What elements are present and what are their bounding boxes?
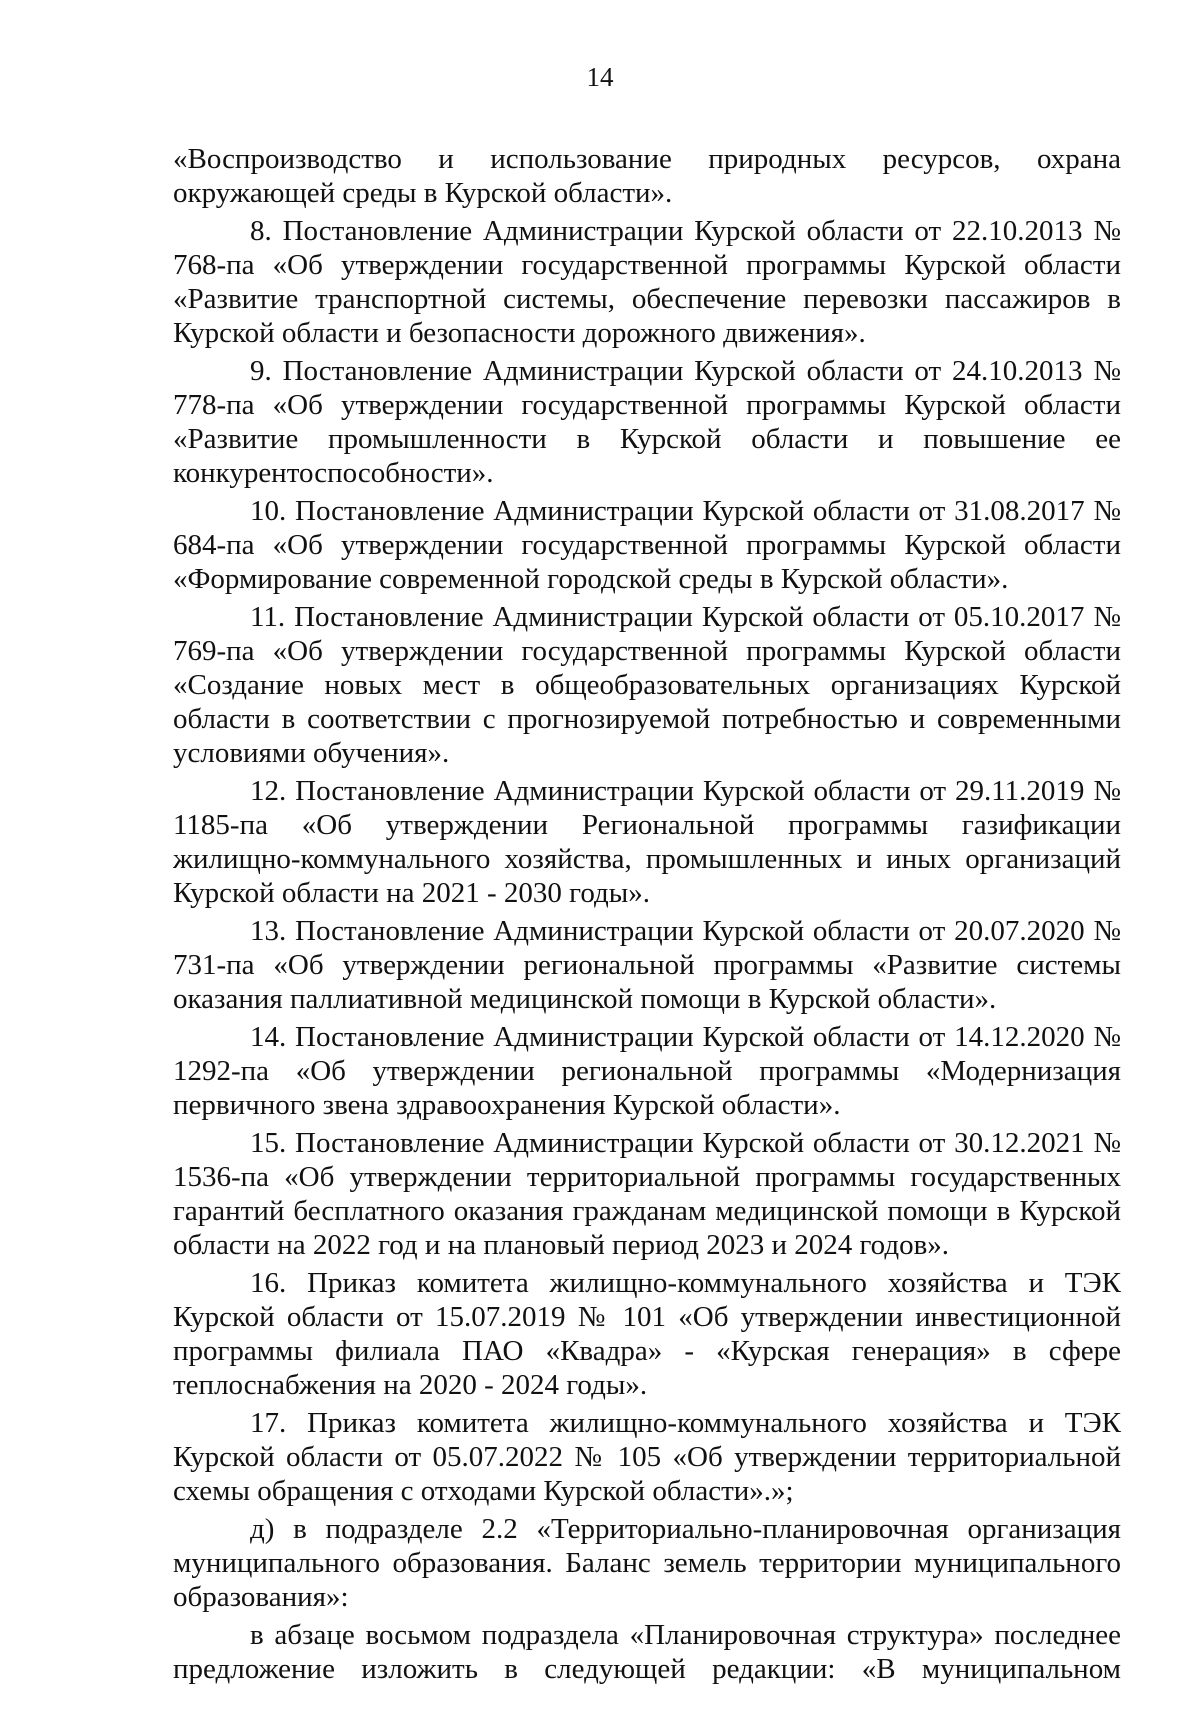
paragraph-item-8: 8. Постановление Администрации Курской области от 22.10.2013 № 768-па «Об утверждении государственной программы Курской области «Развитие транспортной системы, обеспечение перевозки пассажиров в Курской области и безопасности дорожного движения». (173, 215, 1121, 349)
paragraph-item-14: 14. Постановление Администрации Курской области от 14.12.2020 № 1292-па «Об утверждении региональной программы «Модернизация первичного звена здравоохранения Курской области». (173, 1021, 1121, 1121)
paragraph-item-12: 12. Постановление Администрации Курской области от 29.11.2019 № 1185-па «Об утверждении Региональной программы газификации жилищно-коммунального хозяйства, промышленных и иных организаций Курской области на 2021 - 2030 годы». (173, 775, 1121, 909)
paragraph-continuation: «Воспроизводство и использование природных ресурсов, охрана окружающей среды в Курской области». (173, 143, 1121, 209)
paragraph-item-9: 9. Постановление Администрации Курской области от 24.10.2013 № 778-па «Об утверждении государственной программы Курской области «Развитие промышленности в Курской области и повышение ее конкурентоспособности». (173, 355, 1121, 489)
paragraph-item-16: 16. Приказ комитета жилищно-коммунального хозяйства и ТЭК Курской области от 15.07.2019 № 101 «Об утверждении инвестиционной программы филиала ПАО «Квадра» - «Курская генерация» в сфере теплоснабжения на 2020 - 2024 годы». (173, 1267, 1121, 1401)
paragraph-item-11: 11. Постановление Администрации Курской области от 05.10.2017 № 769-па «Об утверждении государственной программы Курской области «Создание новых мест в общеобразовательных организациях Курской области в соответствии с прогнозируемой потребностью и современными условиями обучения». (173, 601, 1121, 769)
paragraph-item-17: 17. Приказ комитета жилищно-коммунального хозяйства и ТЭК Курской области от 05.07.2022 № 105 «Об утверждении территориальной схемы обращения с отходами Курской области».»; (173, 1407, 1121, 1507)
paragraph-item-13: 13. Постановление Администрации Курской области от 20.07.2020 № 731-па «Об утверждении региональной программы «Развитие системы оказания паллиативной медицинской помощи в Курской области». (173, 915, 1121, 1015)
document-body (173, 142, 1121, 1686)
paragraph-item-10: 10. Постановление Администрации Курской области от 31.08.2017 № 684-па «Об утверждении государственной программы Курской области «Формирование современной городской среды в Курской области». (173, 495, 1121, 595)
paragraph-subsection-d: д) в подразделе 2.2 «Территориально-планировочная организация муниципального образования. Баланс земель территории муниципального образования»: (173, 1513, 1121, 1613)
paragraph-planning-structure: в абзаце восьмом подраздела «Планировочная структура» последнее предложение изложить в следующей редакции: «В муниципальном (173, 1619, 1121, 1685)
page-number: 14 (586, 62, 614, 92)
paragraph-item-15: 15. Постановление Администрации Курской области от 30.12.2021 № 1536-па «Об утверждении территориальной программы государственных гарантий бесплатного оказания гражданам медицинской помощи в Курской области на 2022 год и на плановый период 2023 и 2024 годов». (173, 1127, 1121, 1261)
